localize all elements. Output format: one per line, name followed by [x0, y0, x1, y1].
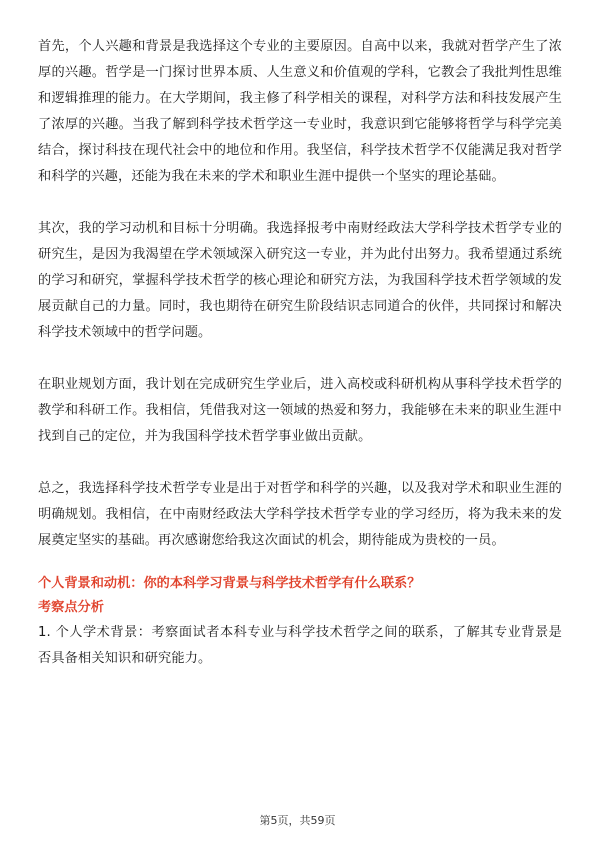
paragraph-motivation: 其次，我的学习动机和目标十分明确。我选择报考中南财经政法大学科学技术哲学专业的研究生，是因为我渴望在学术领域深入研究这一专业，并为此付出努力。我希望通过系统的学习和研究，掌握科学技术哲学的核心理论和研究方法，为我国科学技术哲学领域的发展贡献自己的力量。同时，我也期待在研究生阶段结识志同道合的伙伴，共同探讨和解决科学技术领域中的哲学问题。 [38, 221, 562, 340]
question-title: 个人背景和动机：你的本科学习背景与科学技术哲学有什么联系？ [38, 576, 421, 591]
page-number-footer: 第5页，共59页 [259, 814, 336, 827]
paragraph-gap [38, 190, 562, 216]
analysis-heading: 考察点分析 [38, 600, 104, 615]
paragraph-career-plan: 在职业规划方面，我计划在完成研究生学业后，进入高校或科研机构从事科学技术哲学的教学和科研工作。我相信，凭借我对这一领域的热爱和努力，我能够在未来的职业生涯中找到自己的定位，并为我国科学技术哲学事业做出贡献。 [38, 377, 562, 444]
paragraph-gap [38, 450, 562, 476]
paragraph-personal-interest: 首先，个人兴趣和背景是我选择这个专业的主要原因。自高中以来，我就对哲学产生了浓厚的兴趣。哲学是一门探讨世界本质、人生意义和价值观的学科，它教会了我批判性思维和逻辑推理的能力。在大学期间，我主修了科学相关的课程，对科学方法和科技发展产生了浓厚的兴趣。当我了解到科学技术哲学这一专业时，我意识到它能够将哲学与科学完美结合，探讨科技在现代社会中的地位和作用。我坚信，科学技术哲学不仅能满足我对哲学和科学的兴趣，还能为我在未来的学术和职业生涯中提供一个坚实的理论基础。 [38, 39, 562, 184]
document-body [38, 34, 562, 672]
paragraph-conclusion: 总之，我选择科学技术哲学专业是出于对哲学和科学的兴趣，以及我对学术和职业生涯的明确规划。我相信，在中南财经政法大学科学技术哲学专业的学习经历，将为我未来的发展奠定坚实的基础。再次感谢您给我这次面试的机会，期待能成为贵校的一员。 [38, 481, 562, 548]
section-gap [38, 554, 562, 572]
analysis-point: 1. 个人学术背景：考察面试者本科专业与科学技术哲学之间的联系，了解其专业背景是否具备相关知识和研究能力。 [38, 625, 562, 666]
paragraph-gap [38, 346, 562, 372]
